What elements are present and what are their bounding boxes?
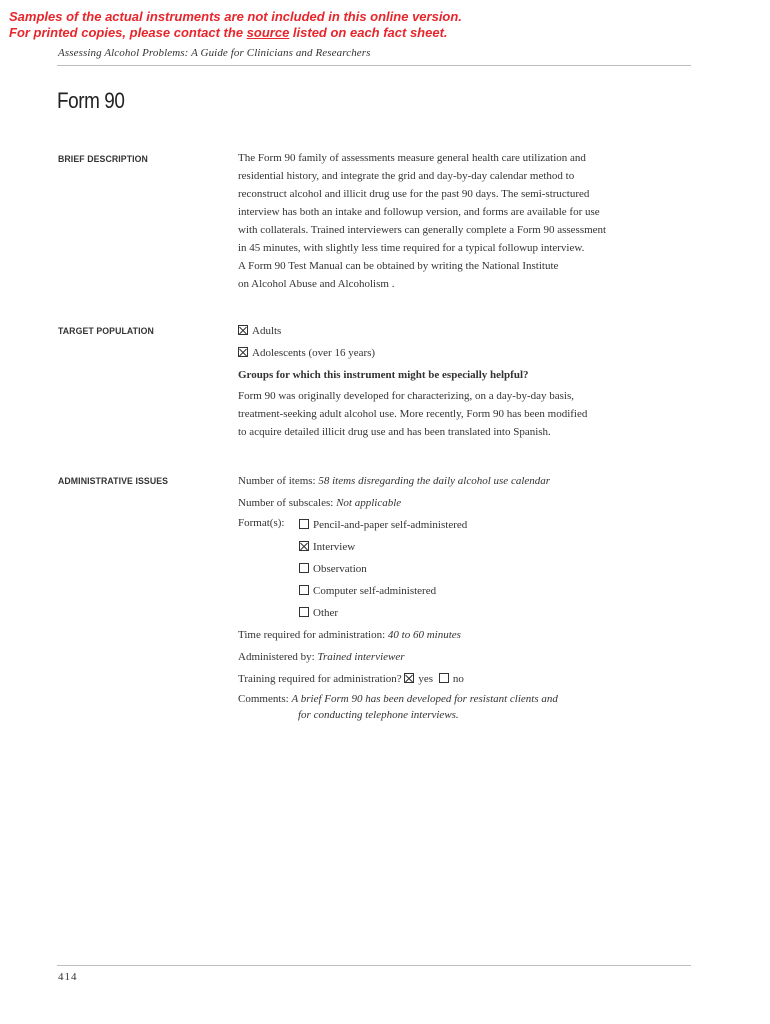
header-divider [57, 65, 691, 66]
target-option-adolescents [238, 342, 658, 364]
notice-line-2 [9, 25, 462, 41]
brief-description-line: interview has both an intake and followup version, and forms are available for use [238, 206, 600, 218]
training-no-label: no [452, 673, 464, 685]
groups-line: to acquire detailed illicit drug use and has been translated into Spanish. [238, 426, 551, 438]
computer-checkbox[interactable] [299, 585, 309, 595]
training-required [238, 668, 658, 690]
adults-option-label: Adults [252, 325, 282, 337]
interview-option-label: Interview [313, 541, 356, 553]
items-value: 58 items disregarding the daily alcohol use calendar [318, 475, 551, 487]
adolescents-checkbox[interactable] [238, 347, 248, 357]
time-label: Time required for administration: [238, 629, 388, 641]
groups-heading: Groups for which this instrument might be especially helpful? [238, 369, 529, 381]
training-no-checkbox[interactable] [439, 673, 449, 683]
items-label: Number of items: [238, 475, 319, 487]
running-header: Assessing Alcohol Problems: A Guide for Clinicians and Researchers [58, 47, 371, 59]
formats-list [299, 514, 719, 624]
observation-checkbox[interactable] [299, 563, 309, 573]
paper-checkbox[interactable] [299, 519, 309, 529]
administrative-details-bottom [238, 624, 658, 690]
training-yes-label: yes [418, 673, 434, 685]
brief-description-line: A Form 90 Test Manual can be obtained by writing the National Institute [238, 260, 559, 272]
online-version-notice [9, 9, 462, 41]
training-yes-checkbox[interactable] [404, 673, 414, 683]
subscales-label: Number of subscales: [238, 497, 337, 509]
time-required [238, 624, 658, 646]
brief-description-line: reconstruct alcohol and illicit drug use for the past 90 days. The semi-structured [238, 188, 590, 200]
comments-text-2: for conducting telephone interviews. [298, 709, 459, 721]
number-of-subscales [238, 492, 658, 514]
computer-option-label: Computer self-administered [313, 585, 437, 597]
administered-by [238, 646, 658, 668]
brief-description-text [238, 149, 658, 293]
notice-line-2-prefix: For printed copies, please contact the [9, 25, 247, 40]
interview-checkbox[interactable] [299, 541, 309, 551]
comments-line-1 [238, 691, 658, 707]
notice-line-1: Samples of the actual instruments are not included in this online version. [9, 9, 462, 24]
format-option-other [299, 602, 719, 624]
observation-option-label: Observation [313, 563, 367, 575]
admin-by-label: Administered by: [238, 651, 318, 663]
groups-line: Form 90 was originally developed for characterizing, on a day-by-day basis, [238, 390, 575, 402]
target-population-label: TARGET POPULATION [58, 326, 154, 337]
page-title: Form 90 [57, 88, 125, 113]
admin-by-value: Trained interviewer [317, 651, 405, 663]
groups-line: treatment-seeking adult alcohol use. More recently, Form 90 has been modified [238, 408, 588, 420]
paper-option-label: Pencil-and-paper self-administered [313, 519, 468, 531]
comments-label: Comments: [238, 693, 292, 705]
brief-description-line: residential history, and integrate the grid and day-by-day calendar method to [238, 170, 575, 182]
time-value: 40 to 60 minutes [387, 629, 461, 641]
adults-checkbox[interactable] [238, 325, 248, 335]
administrative-details-top [238, 470, 658, 514]
format-option-interview [299, 536, 719, 558]
subscales-value: Not applicable [336, 497, 402, 509]
number-of-items [238, 470, 658, 492]
formats-label: Format(s): [238, 517, 285, 529]
page-number: 414 [58, 971, 78, 983]
format-option-observation [299, 558, 719, 580]
brief-description-line: on Alcohol Abuse and Alcoholism . [238, 278, 395, 290]
target-population-options [238, 320, 658, 386]
brief-description-line: with collaterals. Trained interviewers can generally complete a Form 90 assessment [238, 224, 607, 236]
training-label: Training required for administration? [238, 673, 402, 685]
notice-line-2-suffix: listed on each fact sheet. [289, 25, 448, 40]
brief-description-line: The Form 90 family of assessments measure general health care utilization and [238, 152, 586, 164]
comments-text-1: A brief Form 90 has been developed for resistant clients and [291, 693, 558, 705]
footer-divider [57, 965, 691, 966]
groups-text [238, 387, 658, 441]
other-option-label: Other [313, 607, 339, 619]
format-option-computer [299, 580, 719, 602]
adolescents-option-label: Adolescents (over 16 years) [252, 347, 376, 359]
brief-description-line: in 45 minutes, with slightly less time required for a typical followup interview. [238, 242, 585, 254]
format-option-paper [299, 514, 719, 536]
administrative-issues-label: ADMINISTRATIVE ISSUES [58, 476, 169, 487]
source-link[interactable]: source [246, 25, 290, 40]
brief-description-label: BRIEF DESCRIPTION [58, 154, 148, 165]
comments [238, 691, 658, 723]
other-checkbox[interactable] [299, 607, 309, 617]
target-option-adults [238, 320, 658, 342]
